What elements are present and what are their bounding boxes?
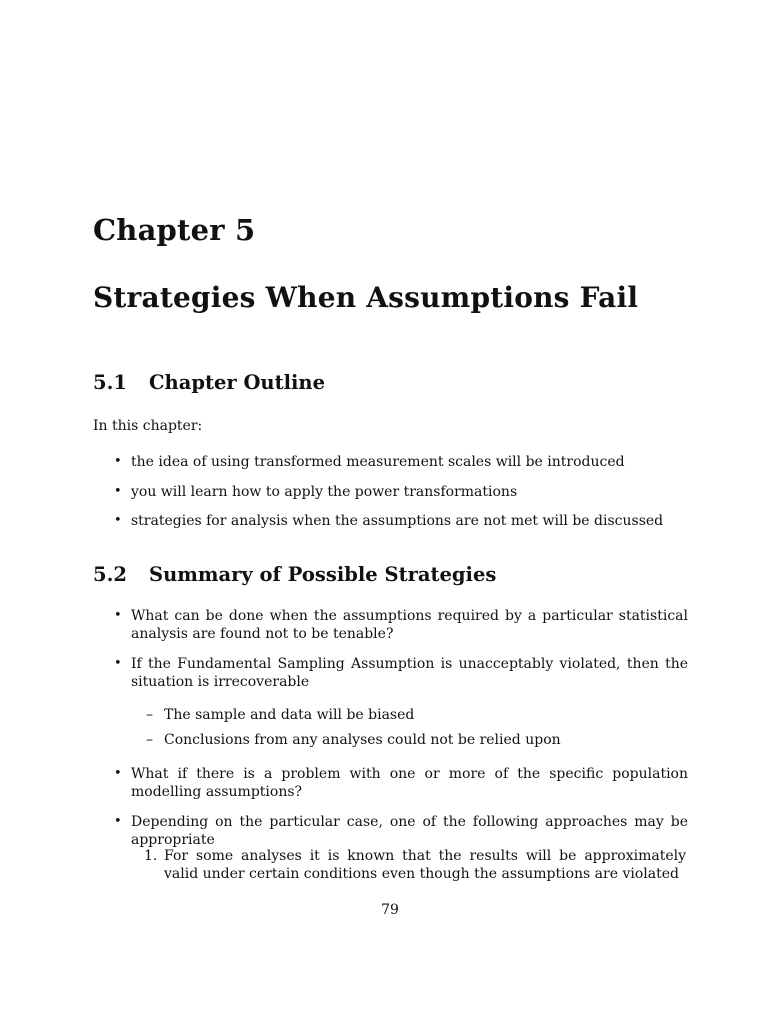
section-number: 5.2 xyxy=(93,563,127,586)
chapter-label: Chapter 5 xyxy=(93,213,256,247)
list-item-text: If the Fundamental Sampling Assumption is unacceptably violated, then the situation is irrecoverable xyxy=(131,656,688,690)
section-title: Chapter Outline xyxy=(149,371,326,394)
bullet-icon: • xyxy=(114,454,122,469)
sub-list-item xyxy=(146,706,686,724)
dash-icon: – xyxy=(146,707,153,723)
list-item-text: the idea of using transformed measurement scales will be introduced xyxy=(131,454,625,470)
sub-list-item xyxy=(146,731,686,749)
section-intro: In this chapter: xyxy=(93,418,203,434)
list-item-text: you will learn how to apply the power transformations xyxy=(131,484,518,500)
bullet-icon: • xyxy=(114,766,122,781)
list-item xyxy=(114,765,688,801)
enumerated-item-text: For some analyses it is known that the results will be approximately valid under certain conditions even though the assumptions are violated xyxy=(164,848,686,882)
bullet-icon: • xyxy=(114,814,122,829)
enumerated-item xyxy=(144,847,686,883)
list-item xyxy=(114,453,688,471)
page-number: 79 xyxy=(381,902,399,918)
list-item-text: Depending on the particular case, one of the following approaches may be appropriate xyxy=(131,814,688,848)
sub-list-item-text: Conclusions from any analyses could not be relied upon xyxy=(164,732,561,748)
enumerated-item-number: 1. xyxy=(144,848,158,864)
list-item-text: strategies for analysis when the assumptions are not met will be discussed xyxy=(131,513,664,529)
bullet-icon: • xyxy=(114,656,122,671)
list-item-text: What can be done when the assumptions required by a particular statistical analysis are found not to be tenable? xyxy=(131,608,688,642)
list-item-text: What if there is a problem with one or more of the specific population modelling assumptions? xyxy=(131,766,688,800)
dash-icon: – xyxy=(146,732,153,748)
section-heading-5-2 xyxy=(93,563,496,586)
chapter-title: Strategies When Assumptions Fail xyxy=(93,281,639,314)
sub-list-item-text: The sample and data will be biased xyxy=(164,707,415,723)
bullet-icon: • xyxy=(114,608,122,623)
section-number: 5.1 xyxy=(93,371,127,394)
list-item xyxy=(114,512,688,530)
section-heading-5-1 xyxy=(93,371,325,394)
bullet-icon: • xyxy=(114,484,122,499)
section-title: Summary of Possible Strategies xyxy=(149,563,497,586)
list-item xyxy=(114,655,688,691)
list-item xyxy=(114,607,688,643)
bullet-icon: • xyxy=(114,513,122,528)
list-item xyxy=(114,813,688,849)
list-item xyxy=(114,483,688,501)
